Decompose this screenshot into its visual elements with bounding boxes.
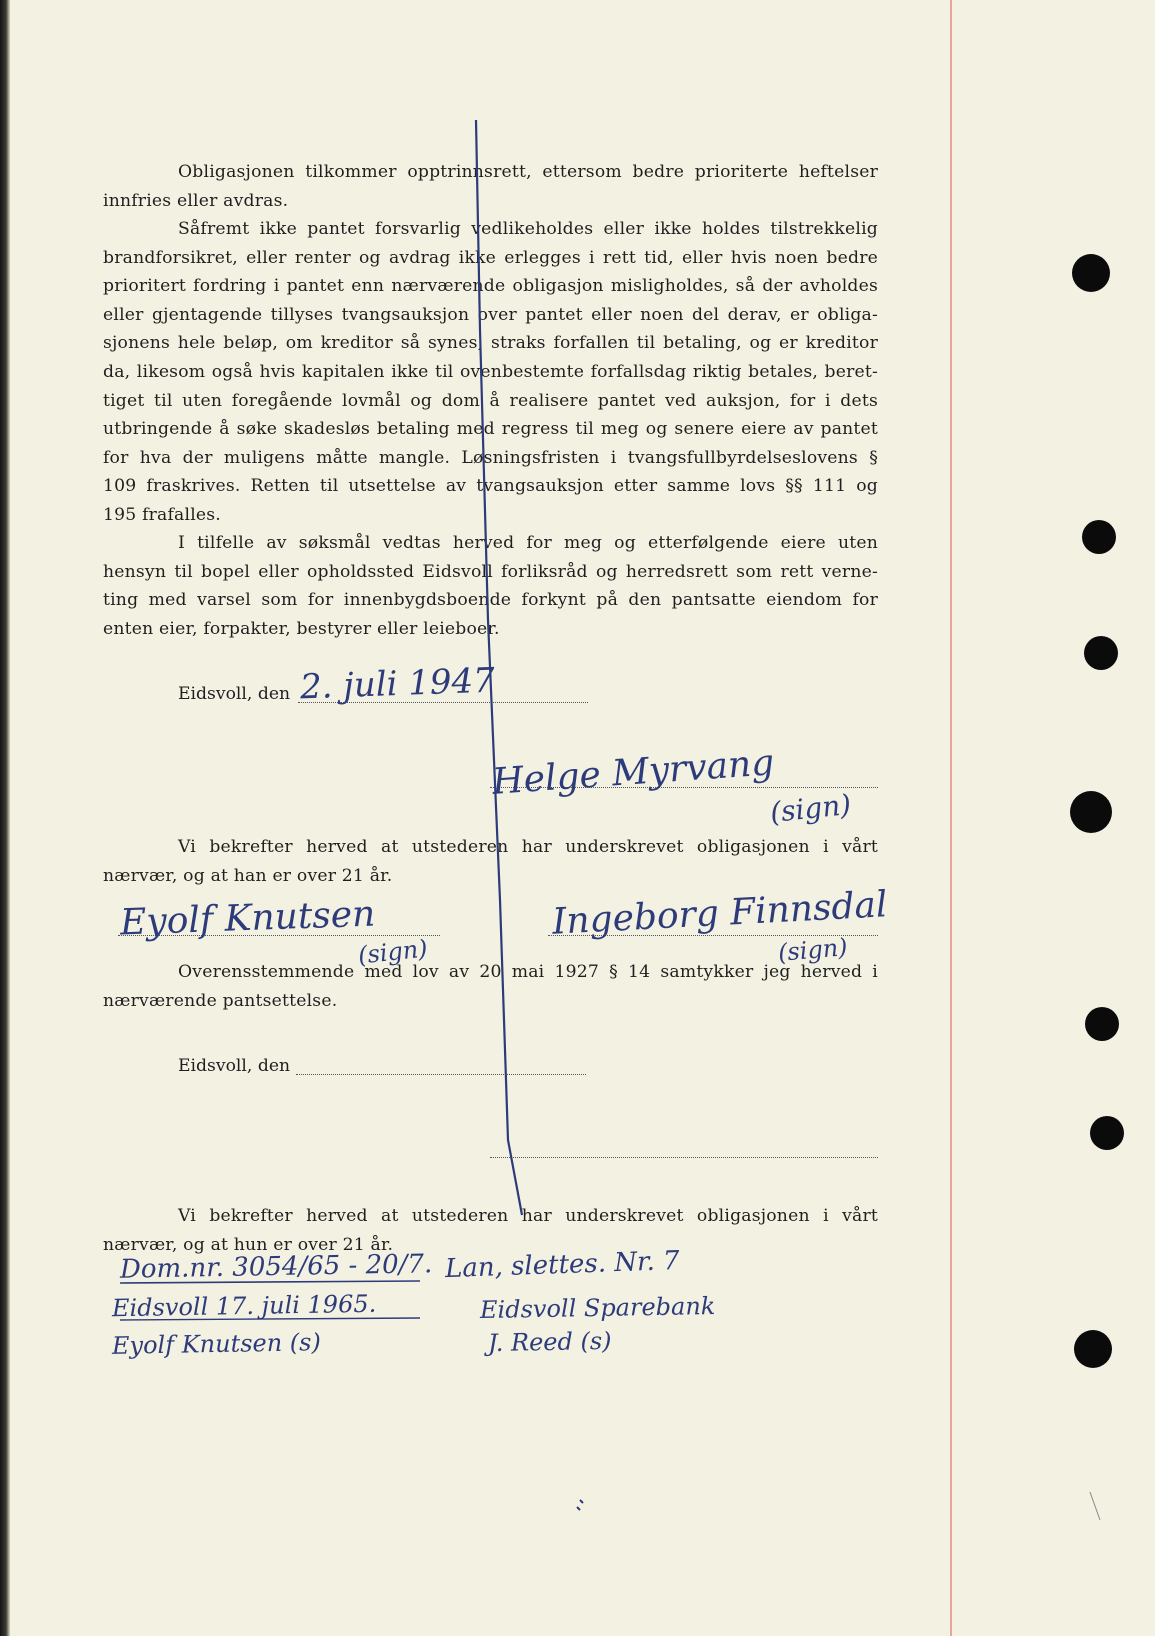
page-mark xyxy=(1090,1492,1100,1520)
text-line: innfries eller avdras. xyxy=(103,190,289,211)
text-line: enten eier, forpakter, bestyrer eller leieboer. xyxy=(103,618,500,639)
text-line: brandforsikret, eller renter og avdrag ikke erlegges i rett tid, eller hvis noen bedre xyxy=(103,247,878,268)
note-underline xyxy=(120,1281,420,1283)
text-line: prioritert fordring i pantet enn nærværende obligasjon misligholdes, så der avholdes xyxy=(103,276,878,297)
witness2-note: (sign) xyxy=(776,933,849,967)
text-line: Vi bekrefter herved at utstederen har underskrevet obligasjonen i vårt xyxy=(178,1206,878,1226)
issuer-sign-note: (sign) xyxy=(768,787,853,830)
witness1-note: (sign) xyxy=(356,934,429,970)
text-line: 109 fraskrives. Retten til utsettelse av tvangsauksjon etter samme lovs §§ 111 og xyxy=(103,476,878,497)
witness1-signature: Eyolf Knutsen xyxy=(119,893,376,944)
text-line: eller gjentagende tillyses tvangsauksjon over pantet eller noen del derav, er obliga- xyxy=(103,304,878,325)
registry-note-3: Eyolf Knutsen (s) xyxy=(111,1328,322,1360)
text-line: tiget til uten foregående lovmål og dom å realisere pantet ved auksjon, for i dets xyxy=(103,390,878,411)
text-line: 195 frafalles. xyxy=(103,504,221,525)
note-underline xyxy=(120,1318,420,1320)
text-line: for hva der muligens måtte mangle. Løsningsfristen i tvangsfullbyrdelseslovens § xyxy=(103,447,878,468)
registry-note-2b: Eidsvoll Sparebank xyxy=(479,1291,716,1325)
registry-note-3b: J. Reed (s) xyxy=(487,1326,612,1358)
registry-note-1: Dom.nr. 3054/65 - 20/7. xyxy=(119,1249,433,1285)
registry-note-1b: Lan, slettes. Nr. 7 xyxy=(444,1245,681,1285)
text-line: Obligasjonen tilkommer opptrinnsrett, ettersom bedre prioriterte heftelser xyxy=(178,162,878,182)
text-line: utbringende å søke skadesløs betaling med regress til meg og senere eiere av pantet xyxy=(103,419,878,440)
text-line: nærvær, og at hun er over 21 år. xyxy=(103,1235,394,1255)
text-line: Såfremt ikke pantet forsvarlig vedlikeholdes eller ikke holdes tilstrekkelig xyxy=(178,219,878,239)
registry-note-2: Eidsvoll 17. juli 1965. xyxy=(111,1289,377,1323)
text-line: nærværende pantsettelse. xyxy=(103,991,338,1011)
text-line: ting med varsel som for innenbygdsboende forkynt på den pantsatte eiendom for xyxy=(103,590,878,611)
vertical-cancel-stroke xyxy=(476,120,522,1215)
text-line: I tilfelle av søksmål vedtas herved for meg og etterfølgende eiere uten xyxy=(178,533,878,553)
ink-mark xyxy=(577,1500,583,1510)
text-line: da, likesom også hvis kapitalen ikke til ovenbestemte forfallsdag riktig betales, beret- xyxy=(103,361,878,382)
date-label: Eidsvoll, den xyxy=(178,684,291,704)
text-line: nærvær, og at han er over 21 år. xyxy=(103,866,393,886)
date-handwritten: 2. juli 1947 xyxy=(299,660,496,708)
issuer-signature: Helge Myrvang xyxy=(490,742,776,803)
text-line: hensyn til bopel eller opholdssted Eidsvoll forliksråd og herredsrett som rett verne- xyxy=(103,561,878,582)
text-line: Overensstemmende med lov av 20 mai 1927 § 14 samtykker jeg herved i xyxy=(178,962,878,982)
date2-label: Eidsvoll, den xyxy=(178,1056,291,1076)
text-line: Vi bekrefter herved at utstederen har underskrevet obligasjonen i vårt xyxy=(178,837,878,857)
text-line: sjonens hele beløp, om kreditor så synes, straks forfallen til betaling, og er kreditor xyxy=(103,333,878,354)
witness2-signature: Ingeborg Finnsdal xyxy=(551,884,889,943)
